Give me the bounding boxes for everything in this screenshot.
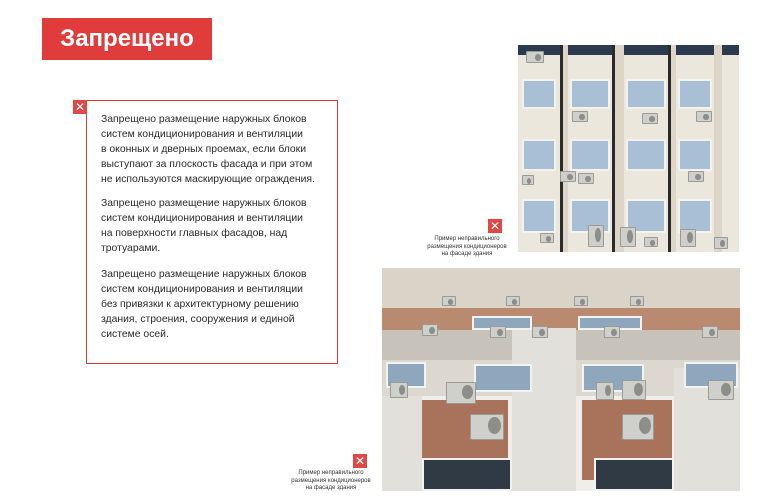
x-mark-icon: ✕ [74, 100, 86, 114]
rule-paragraph-3: Запрещено размещение наружных блоков систем кондиционирования и вентиляции без привязки к архитектурному решению здания, строения, сооружения и единой системе осей. [101, 269, 307, 340]
page-title: Запрещено [42, 18, 212, 60]
x-mark-icon: ✕ [354, 454, 366, 468]
facade-photo-1 [518, 45, 739, 252]
rule-paragraph-1: Запрещено размещение наружных блоков систем кондиционирования и вентиляции в оконных и дверных проемах, если блоки выступают за плоскость фасада и при этом не используются маскирующие ограждения. [101, 114, 315, 185]
x-mark-icon: ✕ [489, 219, 501, 233]
photo-caption-2: Пример неправильного размещения кондиционеров на фасаде здания [291, 470, 371, 491]
photo-caption-1: Пример неправильного размещения кондиционеров на фасаде здания [427, 236, 507, 257]
facade-photo-2 [382, 268, 740, 491]
rule-paragraph-2: Запрещено размещение наружных блоков систем кондиционирования и вентиляции на поверхности главных фасадов, над тротуарами. [101, 198, 307, 254]
